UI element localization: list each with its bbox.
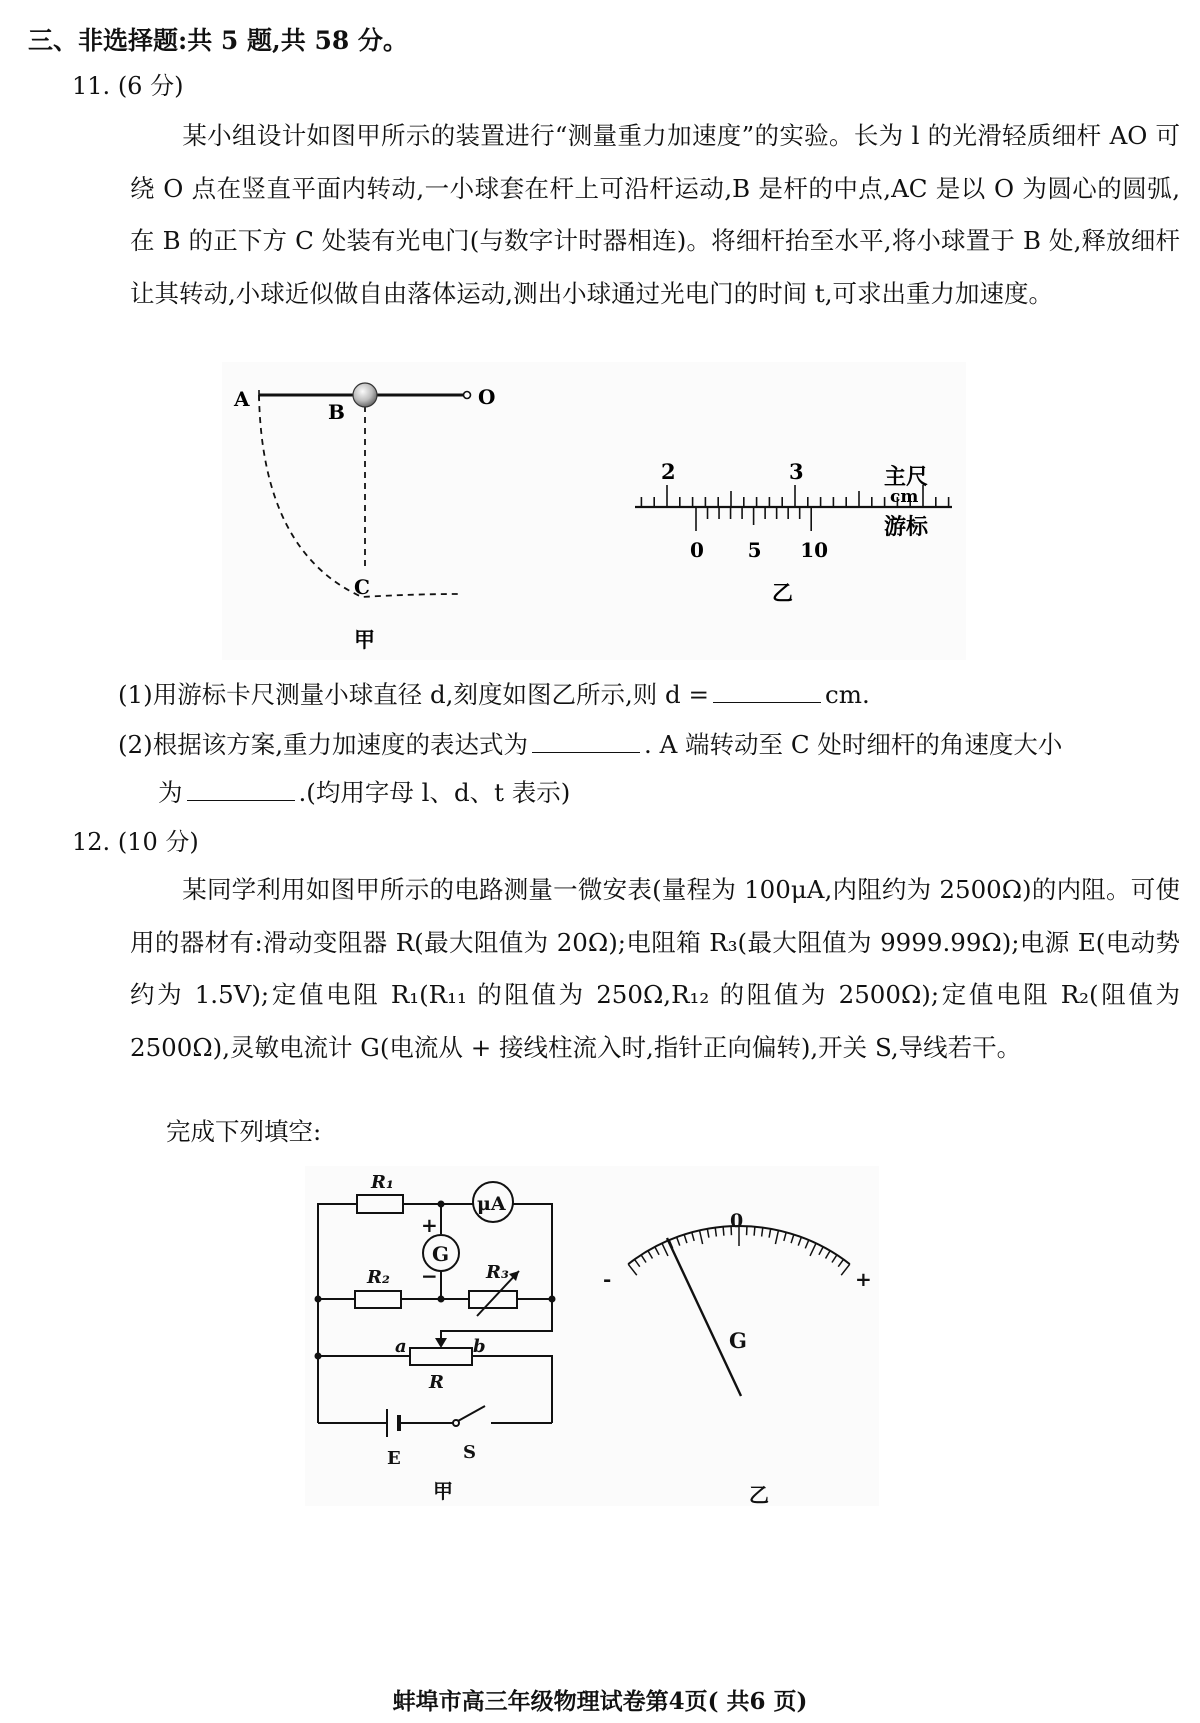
q12-prompt: 完成下列填空:	[166, 1117, 322, 1146]
dial-tick	[628, 1264, 637, 1275]
label-S: S	[463, 1442, 476, 1463]
dial-tick	[819, 1247, 823, 1255]
dial-tick	[648, 1251, 653, 1259]
wire	[472, 1356, 552, 1423]
q11-sub2-text-b: . A 端转动至 C 处时细杆的角速度大小	[644, 730, 1063, 759]
dial-tick	[655, 1247, 659, 1255]
rheostat-R	[410, 1348, 472, 1365]
q12-stem-text: 某同学利用如图甲所示的电路测量一微安表(量程为 100μA,内阻约为 2500Ω)的内阻。可使用的器材有:滑动变阻器 R(最大阻值为 20Ω);电阻箱 R₃(最大阻值为 9999.99Ω);电源 E(电动势约为 1.5V);定值电阻 R₁(R₁₁ 的阻值为 250Ω,R₁₂ 的阻值为 2500Ω);定值电阻 R₂(阻值为 2500Ω),灵敏电流计 G(电流从 + 接线柱流入时,指针正向偏转),开关 S,导线若干。	[130, 875, 1180, 1062]
galvanometer-dial	[628, 1226, 850, 1396]
label-R3: R₃	[486, 1262, 509, 1283]
label-R: R	[429, 1372, 444, 1393]
dial-tick	[798, 1237, 801, 1245]
dial-tick	[810, 1243, 816, 1256]
label-R1: R₁	[371, 1172, 394, 1193]
label-B: B	[328, 400, 345, 424]
q11-sub2	[118, 730, 1063, 759]
label-uA: μA	[477, 1193, 506, 1215]
q11-sub1-unit: cm.	[825, 680, 870, 709]
dial-tick	[677, 1237, 680, 1245]
vernier-label: 10	[800, 538, 829, 562]
dial-tick	[769, 1229, 771, 1238]
pendulum-figure	[233, 383, 495, 652]
q11-score: (6 分)	[117, 72, 184, 100]
slider-arrowhead	[435, 1338, 447, 1348]
q11-sub2-text-d: .(均用字母 l、d、t 表示)	[298, 778, 571, 807]
circuit-caption: 甲	[433, 1479, 453, 1503]
dial-tick	[841, 1264, 850, 1275]
answer-blank-omega[interactable]	[187, 782, 295, 801]
dial-tick	[805, 1240, 808, 1248]
q11-figures	[222, 362, 966, 660]
dial-tick	[838, 1259, 843, 1266]
q11-sub1	[118, 680, 870, 709]
vernier-label: 0	[690, 538, 704, 562]
dial-tick	[684, 1235, 687, 1244]
dial-tick	[707, 1229, 709, 1238]
q12-figures	[305, 1166, 879, 1506]
dial-tick	[715, 1228, 716, 1237]
junction-dot	[549, 1296, 556, 1303]
q11-stem	[130, 110, 1180, 320]
q12-score: (10 分)	[117, 828, 199, 856]
q11-figure-svg	[222, 362, 966, 660]
main-scale-label: 2	[661, 459, 676, 484]
dial-needle	[667, 1238, 741, 1396]
q12-number: 12.	[72, 828, 111, 856]
wire	[318, 1204, 357, 1299]
resistor-R2	[355, 1291, 401, 1308]
arc-AC	[259, 395, 460, 597]
q11-header	[72, 74, 183, 98]
dial-G-label: G	[729, 1328, 747, 1353]
dial-tick	[723, 1227, 724, 1236]
label-minus: −	[421, 1264, 438, 1288]
q11-sub1-text: (1)用游标卡尺测量小球直径 d,刻度如图乙所示,则 d =	[118, 680, 710, 709]
label-C: C	[354, 575, 370, 599]
q11-number: 11.	[72, 72, 111, 100]
vernier-label: 5	[747, 538, 762, 562]
label-O: O	[478, 385, 496, 409]
resistor-R1	[357, 1195, 403, 1213]
answer-blank-g[interactable]	[532, 734, 640, 753]
unit-label: cm	[890, 487, 919, 507]
vernier-figure	[635, 459, 952, 605]
label-E: E	[387, 1448, 401, 1469]
dial-tick	[692, 1232, 694, 1241]
dial-tick	[762, 1228, 763, 1237]
label-G: G	[432, 1242, 450, 1266]
q11-sub2-text: (2)根据该方案,重力加速度的表达式为	[118, 730, 528, 759]
main-scale-label: 3	[789, 459, 804, 484]
switch-blade	[458, 1406, 485, 1421]
dial-zero-label: 0	[730, 1210, 744, 1232]
q11-stem-text: 某小组设计如图甲所示的装置进行“测量重力加速度”的实验。长为 l 的光滑轻质细杆 AO 可绕 O 点在竖直平面内转动,一小球套在杆上可沿杆运动,B 是杆的中点,AC 是以 O 为圆心的圆弧,在 B 的正下方 C 处装有光电门(与数字计时器相连)。将细杆抬至水平,将小球置于 B 处,释放细杆让其转动,小球近似做自由落体运动,测出小球通过光电门的时间 t,可求出重力加速度。	[130, 121, 1180, 308]
dial-plus-label: +	[855, 1267, 872, 1291]
dial-tick	[826, 1251, 831, 1259]
label-plus: +	[421, 1213, 438, 1237]
page-footer: 蚌埠市高三年级物理试卷第4页( 共6 页)	[392, 1688, 808, 1715]
q11-sub2-text-c: 为	[158, 778, 183, 807]
dial-tick	[832, 1255, 837, 1263]
dial-tick	[754, 1227, 755, 1236]
label-b: b	[473, 1336, 486, 1357]
dial-tick	[784, 1232, 786, 1241]
pivot-O	[464, 392, 471, 399]
q12-header	[72, 830, 199, 854]
ball	[353, 383, 377, 407]
vernier-name: 游标	[884, 514, 929, 540]
dial-minus-label: -	[603, 1267, 612, 1291]
fig2-caption: 乙	[772, 580, 793, 605]
wire	[441, 1299, 552, 1346]
dial-tick	[641, 1255, 646, 1263]
q12-stem	[130, 864, 1180, 1074]
junction-dot	[438, 1296, 445, 1303]
label-a: a	[395, 1336, 407, 1357]
q11-sub2-cont	[158, 778, 571, 807]
dial-caption: 乙	[749, 1483, 769, 1506]
junction-dot	[315, 1353, 322, 1360]
dial-tick	[700, 1230, 703, 1244]
section-title: 三、非选择题:共 5 题,共 58 分。	[28, 26, 408, 55]
dial-tick	[791, 1235, 794, 1244]
dial-tick	[662, 1243, 668, 1256]
dial-tick	[635, 1259, 640, 1266]
label-R2: R₂	[367, 1267, 390, 1288]
q12-figure-svg	[305, 1166, 879, 1506]
junction-dot	[315, 1296, 322, 1303]
main-scale-name: 主尺	[884, 464, 929, 490]
wire	[513, 1204, 552, 1299]
label-A: A	[234, 387, 250, 411]
dial-tick	[775, 1230, 778, 1244]
fig1-caption: 甲	[354, 627, 375, 652]
junction-dot	[438, 1201, 445, 1208]
answer-blank-d[interactable]	[713, 684, 821, 703]
